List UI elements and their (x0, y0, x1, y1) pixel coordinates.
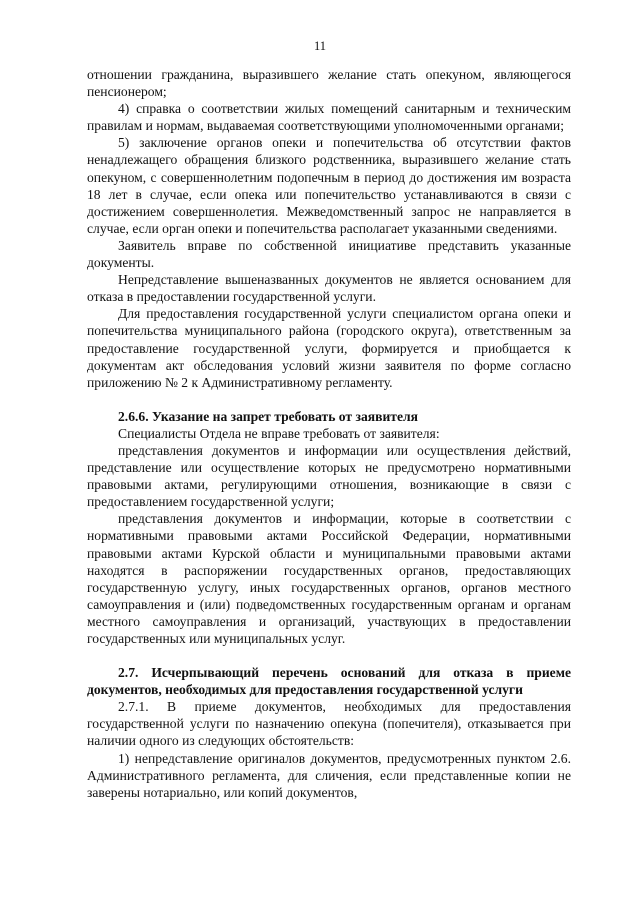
document-body (87, 66, 571, 801)
paragraph-prohibition-2: представления документов и информации, которые в соответствии с нормативными правовыми актами Российской Федерации, нормативными правовыми актами Курской области и муниципальными правовыми актами находятся в распоряжении государственных органов, предоставляющих государственную услугу, иных государственных органов, органов местного самоуправления и (или) подведомственных государственным органам и органам местного самоуправления и организаций, участвующих в предоставлении государственных или муниципальных услуг. (87, 511, 571, 646)
paragraph-prohibition-intro: Специалисты Отдела не вправе требовать от заявителя: (118, 425, 440, 441)
spacer (87, 391, 571, 408)
paragraph-prohibition-1: представления документов и информации или осуществления действий, представление или осуществление которых не предусмотрено нормативными правовыми актами, регулирующими отношения, возникающие в связи с предоставлением государственной услуги; (87, 442, 571, 510)
page-number: 11 (313, 39, 327, 53)
section-heading-2-7: 2.7. Исчерпывающий перечень оснований для отказа в приеме документов, необходимых для предоставления государственной услуги (87, 665, 571, 698)
paragraph-continuation: отношении гражданина, выразившего желание стать опекуном, являющегося пенсионером; (87, 67, 571, 100)
section-heading-2-6-6: 2.6.6. Указание на запрет требовать от заявителя (118, 408, 418, 424)
paragraph-inspection-act: Для предоставления государственной услуги специалистом органа опеки и попечительства муниципального района (городского округа), ответственным за предоставление государственной услуги, формируется и приобщается к документам акт обследования условий жизни заявителя по форме согласно приложению № 2 к Административному регламенту. (87, 306, 571, 390)
paragraph-2-7-1: 2.7.1. В приеме документов, необходимых для предоставления государственной услуги по назначению опекуна (попечителя), отказывается при наличии одного из следующих обстоятельств: (87, 699, 571, 749)
spacer (87, 647, 571, 664)
paragraph-non-submission: Непредставление вышеназванных документов не является основанием для отказа в предоставлении государственной услуги. (87, 272, 571, 305)
paragraph-item-4: 4) справка о соответствии жилых помещений санитарным и техническим правилам и нормам, выдаваемая соответствующими уполномоченными органами; (87, 101, 571, 134)
paragraph-own-initiative: Заявитель вправе по собственной инициативе представить указанные документы. (87, 237, 571, 271)
paragraph-item-5: 5) заключение органов опеки и попечительства об отсутствии фактов ненадлежащего обращения близкого родственника, выразившего желание стать опекуном, с совершеннолетним подопечным в период до достижения им возраста 18 лет в случае, если опека или попечительство устанавливаются в связи с достижением совершеннолетия. Межведомственный запрос не направляется в случае, если орган опеки и попечительства располагает указанными сведениями. (87, 135, 571, 236)
paragraph-refusal-1: 1) непредставление оригиналов документов, предусмотренных пунктом 2.6. Административного регламента, для сличения, если представленные копии не заверены нотариально, или копий документов, (87, 750, 571, 800)
